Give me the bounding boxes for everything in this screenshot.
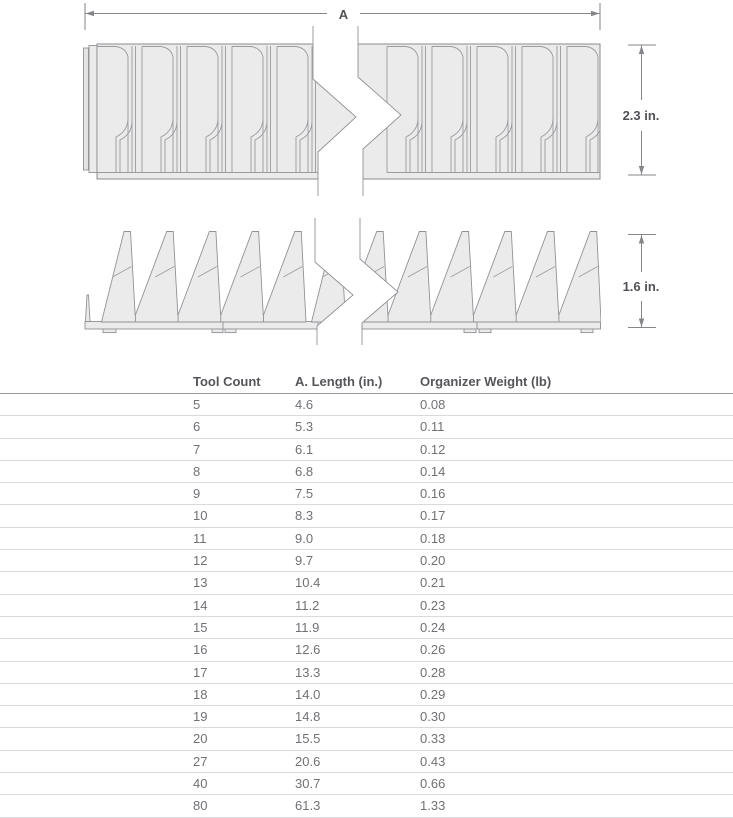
organizer-diagrams — [0, 0, 733, 362]
cell-length: 61.3 — [295, 798, 321, 814]
organizer-dimension-drawing — [0, 0, 733, 362]
top-view-body — [84, 26, 613, 196]
cell-length: 13.3 — [295, 664, 321, 680]
cell-tool-count: 18 — [193, 686, 208, 702]
cell-weight: 0.12 — [420, 441, 446, 457]
cell-length: 9.7 — [295, 553, 314, 569]
cell-length: 7.5 — [295, 486, 314, 502]
cell-weight: 1.33 — [420, 798, 446, 814]
cell-length: 6.1 — [295, 441, 314, 457]
table-row — [0, 728, 733, 750]
table-row — [0, 394, 733, 416]
cell-length: 14.0 — [295, 686, 321, 702]
cell-tool-count: 27 — [193, 753, 208, 769]
table-row — [0, 439, 733, 461]
table-row — [0, 550, 733, 572]
cell-tool-count: 19 — [193, 709, 208, 725]
cell-weight: 0.16 — [420, 486, 446, 502]
cell-length: 11.9 — [295, 619, 320, 635]
cell-tool-count: 9 — [193, 486, 201, 502]
table-row — [0, 795, 733, 817]
table-row — [0, 773, 733, 795]
column-header-weight: Organizer Weight (lb) — [420, 374, 552, 389]
cell-tool-count: 10 — [193, 508, 208, 524]
cell-weight: 0.28 — [420, 664, 446, 680]
cell-weight: 0.33 — [420, 731, 446, 747]
cell-weight: 0.29 — [420, 686, 446, 702]
dimension-label-side-height: 1.6 in. — [622, 279, 660, 294]
cell-tool-count: 11 — [193, 530, 207, 546]
table-row — [0, 639, 733, 661]
table-row — [0, 662, 733, 684]
teeth-left-half — [102, 232, 307, 323]
table-row — [0, 706, 733, 728]
cell-length: 4.6 — [295, 397, 314, 412]
cell-weight: 0.30 — [420, 709, 446, 725]
cell-length: 6.8 — [295, 463, 314, 479]
cell-weight: 0.24 — [420, 619, 446, 635]
cell-tool-count: 5 — [193, 397, 201, 412]
cell-weight: 0.20 — [420, 553, 446, 569]
column-header-length: A. Length (in.) — [295, 374, 383, 389]
cell-tool-count: 16 — [193, 642, 208, 658]
cell-tool-count: 80 — [193, 798, 208, 814]
cell-tool-count: 15 — [193, 619, 208, 635]
cell-length: 12.6 — [295, 642, 321, 658]
cell-weight: 0.11 — [420, 419, 445, 435]
cell-length: 30.7 — [295, 776, 321, 792]
cell-length: 10.4 — [295, 575, 321, 591]
table-row — [0, 572, 733, 594]
cell-length: 11.2 — [295, 597, 320, 613]
column-header-tool-count: Tool Count — [193, 374, 261, 389]
table-row — [0, 416, 733, 438]
cell-length: 20.6 — [295, 753, 321, 769]
cell-weight: 0.14 — [420, 463, 446, 479]
cell-weight: 0.21 — [420, 575, 446, 591]
dimension-label-top-height: 2.3 in. — [622, 108, 660, 123]
table-body — [0, 394, 733, 818]
cell-tool-count: 13 — [193, 575, 208, 591]
table-row — [0, 684, 733, 706]
dimension-label-a: A — [338, 7, 349, 22]
table-row — [0, 461, 733, 483]
table-row — [0, 483, 733, 505]
table-row — [0, 528, 733, 550]
cell-tool-count: 17 — [193, 664, 208, 680]
table-row — [0, 751, 733, 773]
spec-table — [0, 372, 733, 818]
table-header-row — [0, 372, 733, 394]
table-row — [0, 505, 733, 527]
cell-tool-count: 20 — [193, 731, 208, 747]
cell-weight: 0.17 — [420, 508, 446, 524]
cell-weight: 0.43 — [420, 753, 446, 769]
cell-length: 5.3 — [295, 419, 314, 435]
cell-tool-count: 40 — [193, 776, 208, 792]
cell-length: 15.5 — [295, 731, 321, 747]
cell-tool-count: 6 — [193, 419, 201, 435]
cell-tool-count: 8 — [193, 463, 201, 479]
cell-weight: 0.18 — [420, 530, 446, 546]
cell-tool-count: 7 — [193, 441, 201, 457]
cell-weight: 0.66 — [420, 776, 446, 792]
cell-weight: 0.23 — [420, 597, 446, 613]
table-row — [0, 617, 733, 639]
cell-length: 8.3 — [295, 508, 314, 524]
cell-weight: 0.26 — [420, 642, 446, 658]
table-row — [0, 595, 733, 617]
cell-weight: 0.08 — [420, 397, 446, 412]
cell-tool-count: 12 — [193, 553, 208, 569]
cell-tool-count: 14 — [193, 597, 208, 613]
cell-length: 9.0 — [295, 530, 314, 546]
cell-length: 14.8 — [295, 709, 321, 725]
